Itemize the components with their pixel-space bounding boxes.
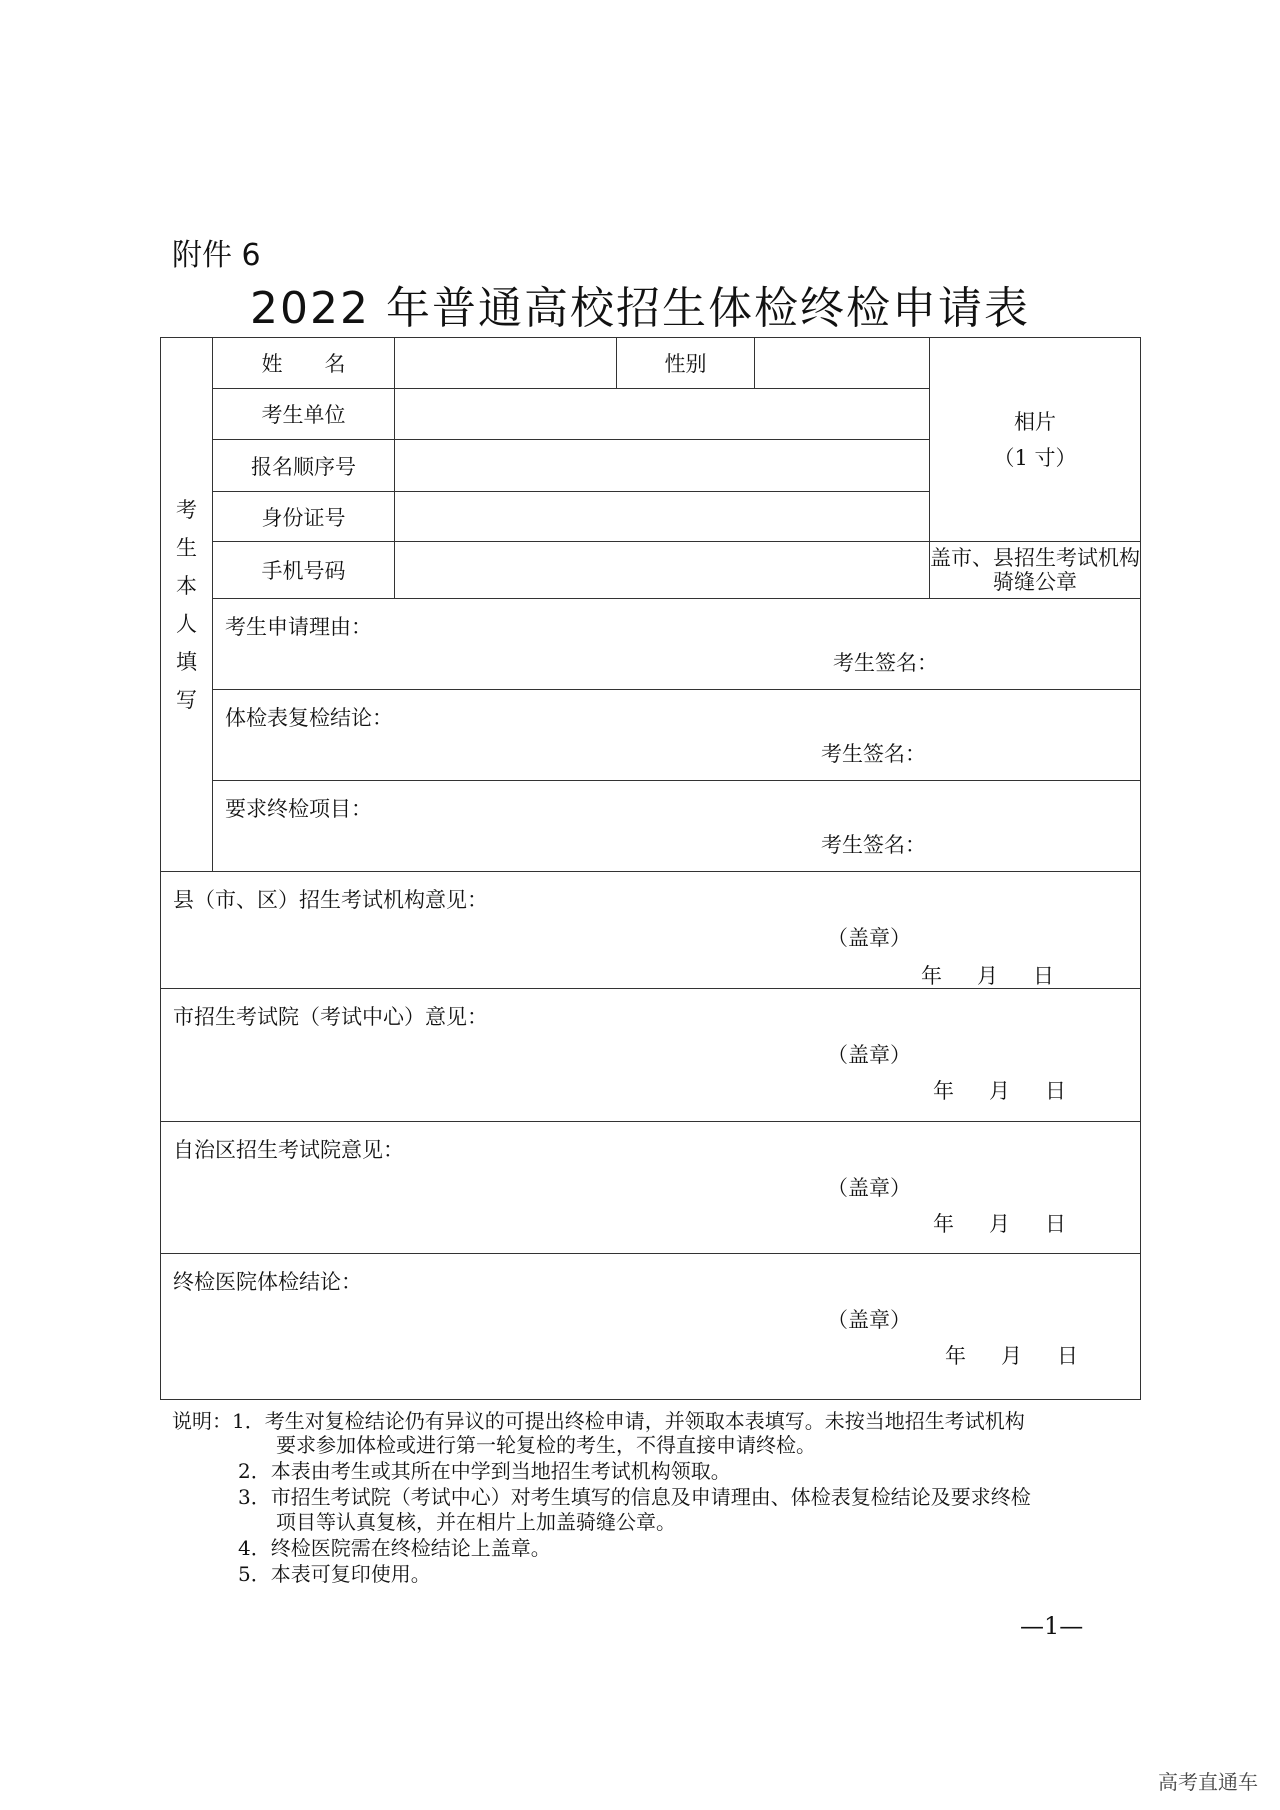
name-label: 姓 名	[213, 338, 395, 389]
seal-label: （盖章）	[827, 1176, 911, 1200]
watermark: 高考直通车	[1158, 1770, 1258, 1794]
annex-label: 附件 6	[172, 238, 261, 273]
hospital-conclusion-section[interactable]	[161, 1254, 1141, 1400]
city-opinion-section[interactable]	[161, 989, 1141, 1122]
date-day: 日	[1057, 1344, 1078, 1368]
note-line: 4．终检医院需在终检结论上盖章。	[238, 1536, 551, 1560]
seal-label: （盖章）	[827, 1308, 911, 1332]
date-month: 月	[989, 1079, 1010, 1103]
form-title: 2022 年普通高校招生体检终检申请表	[250, 283, 1030, 334]
signature-label: 考生签名：	[821, 742, 926, 766]
recheck-section[interactable]	[213, 690, 1141, 781]
note-line: 2．本表由考生或其所在中学到当地招生考试机构领取。	[238, 1459, 731, 1483]
seal-label: （盖章）	[827, 1043, 911, 1067]
phone-label: 手机号码	[213, 542, 395, 599]
photo-size: （1 寸）	[993, 445, 1077, 470]
reg-no-field[interactable]	[395, 440, 930, 492]
unit-label: 考生单位	[213, 389, 395, 440]
signature-label: 考生签名：	[833, 651, 938, 675]
date-day: 日	[1045, 1079, 1066, 1103]
note-line: 要求参加体检或进行第一轮复检的考生，不得直接申请终检。	[276, 1433, 816, 1457]
note-line: 说明：1．考生对复检结论仍有异议的可提出终检申请，并领取本表填写。未按当地招生考试机构	[172, 1409, 1025, 1433]
seal-label: （盖章）	[827, 926, 911, 950]
date-year: 年	[933, 1212, 954, 1236]
city-opinion-label: 市招生考试院（考试中心）意见：	[173, 1005, 488, 1029]
county-opinion-section[interactable]	[161, 872, 1141, 989]
county-opinion-label: 县（市、区）招生考试机构意见：	[173, 888, 488, 912]
photo-label: 相片	[1014, 409, 1056, 434]
items-section[interactable]	[213, 781, 1141, 872]
note-line: 5．本表可复印使用。	[238, 1562, 431, 1586]
page-number: —1—	[1020, 1612, 1084, 1640]
region-opinion-section[interactable]	[161, 1122, 1141, 1254]
reg-no-label: 报名顺序号	[213, 440, 395, 492]
date-month: 月	[1001, 1344, 1022, 1368]
region-opinion-label: 自治区招生考试院意见：	[173, 1138, 404, 1162]
note-line: 项目等认真复核，并在相片上加盖骑缝公章。	[276, 1510, 676, 1534]
date-year: 年	[933, 1079, 954, 1103]
id-label: 身份证号	[213, 492, 395, 542]
date-day: 日	[1045, 1212, 1066, 1236]
items-label: 要求终检项目：	[225, 797, 372, 821]
signature-label: 考生签名：	[821, 833, 926, 857]
application-form	[160, 337, 1141, 1400]
date-month: 月	[977, 964, 998, 988]
seal-note: 盖市、县招生考试机构骑缝公章	[930, 542, 1141, 599]
date-year: 年	[945, 1344, 966, 1368]
photo-box	[930, 338, 1141, 542]
reason-label: 考生申请理由：	[225, 615, 372, 639]
date-month: 月	[989, 1212, 1010, 1236]
recheck-label: 体检表复检结论：	[225, 706, 393, 730]
note-line: 3．市招生考试院（考试中心）对考生填写的信息及申请理由、体检表复检结论及要求终检	[238, 1485, 1031, 1509]
date-year: 年	[921, 964, 942, 988]
reason-section[interactable]	[213, 599, 1141, 690]
gender-field[interactable]	[755, 338, 930, 389]
unit-field[interactable]	[395, 389, 930, 440]
name-field[interactable]	[395, 338, 617, 389]
date-day: 日	[1033, 964, 1054, 988]
id-field[interactable]	[395, 492, 930, 542]
gender-label: 性别	[617, 338, 755, 389]
hospital-conclusion-label: 终检医院体检结论：	[173, 1270, 362, 1294]
self-fill-side-label: 考 生 本 人 填 写	[161, 338, 213, 872]
phone-field[interactable]	[395, 542, 930, 599]
